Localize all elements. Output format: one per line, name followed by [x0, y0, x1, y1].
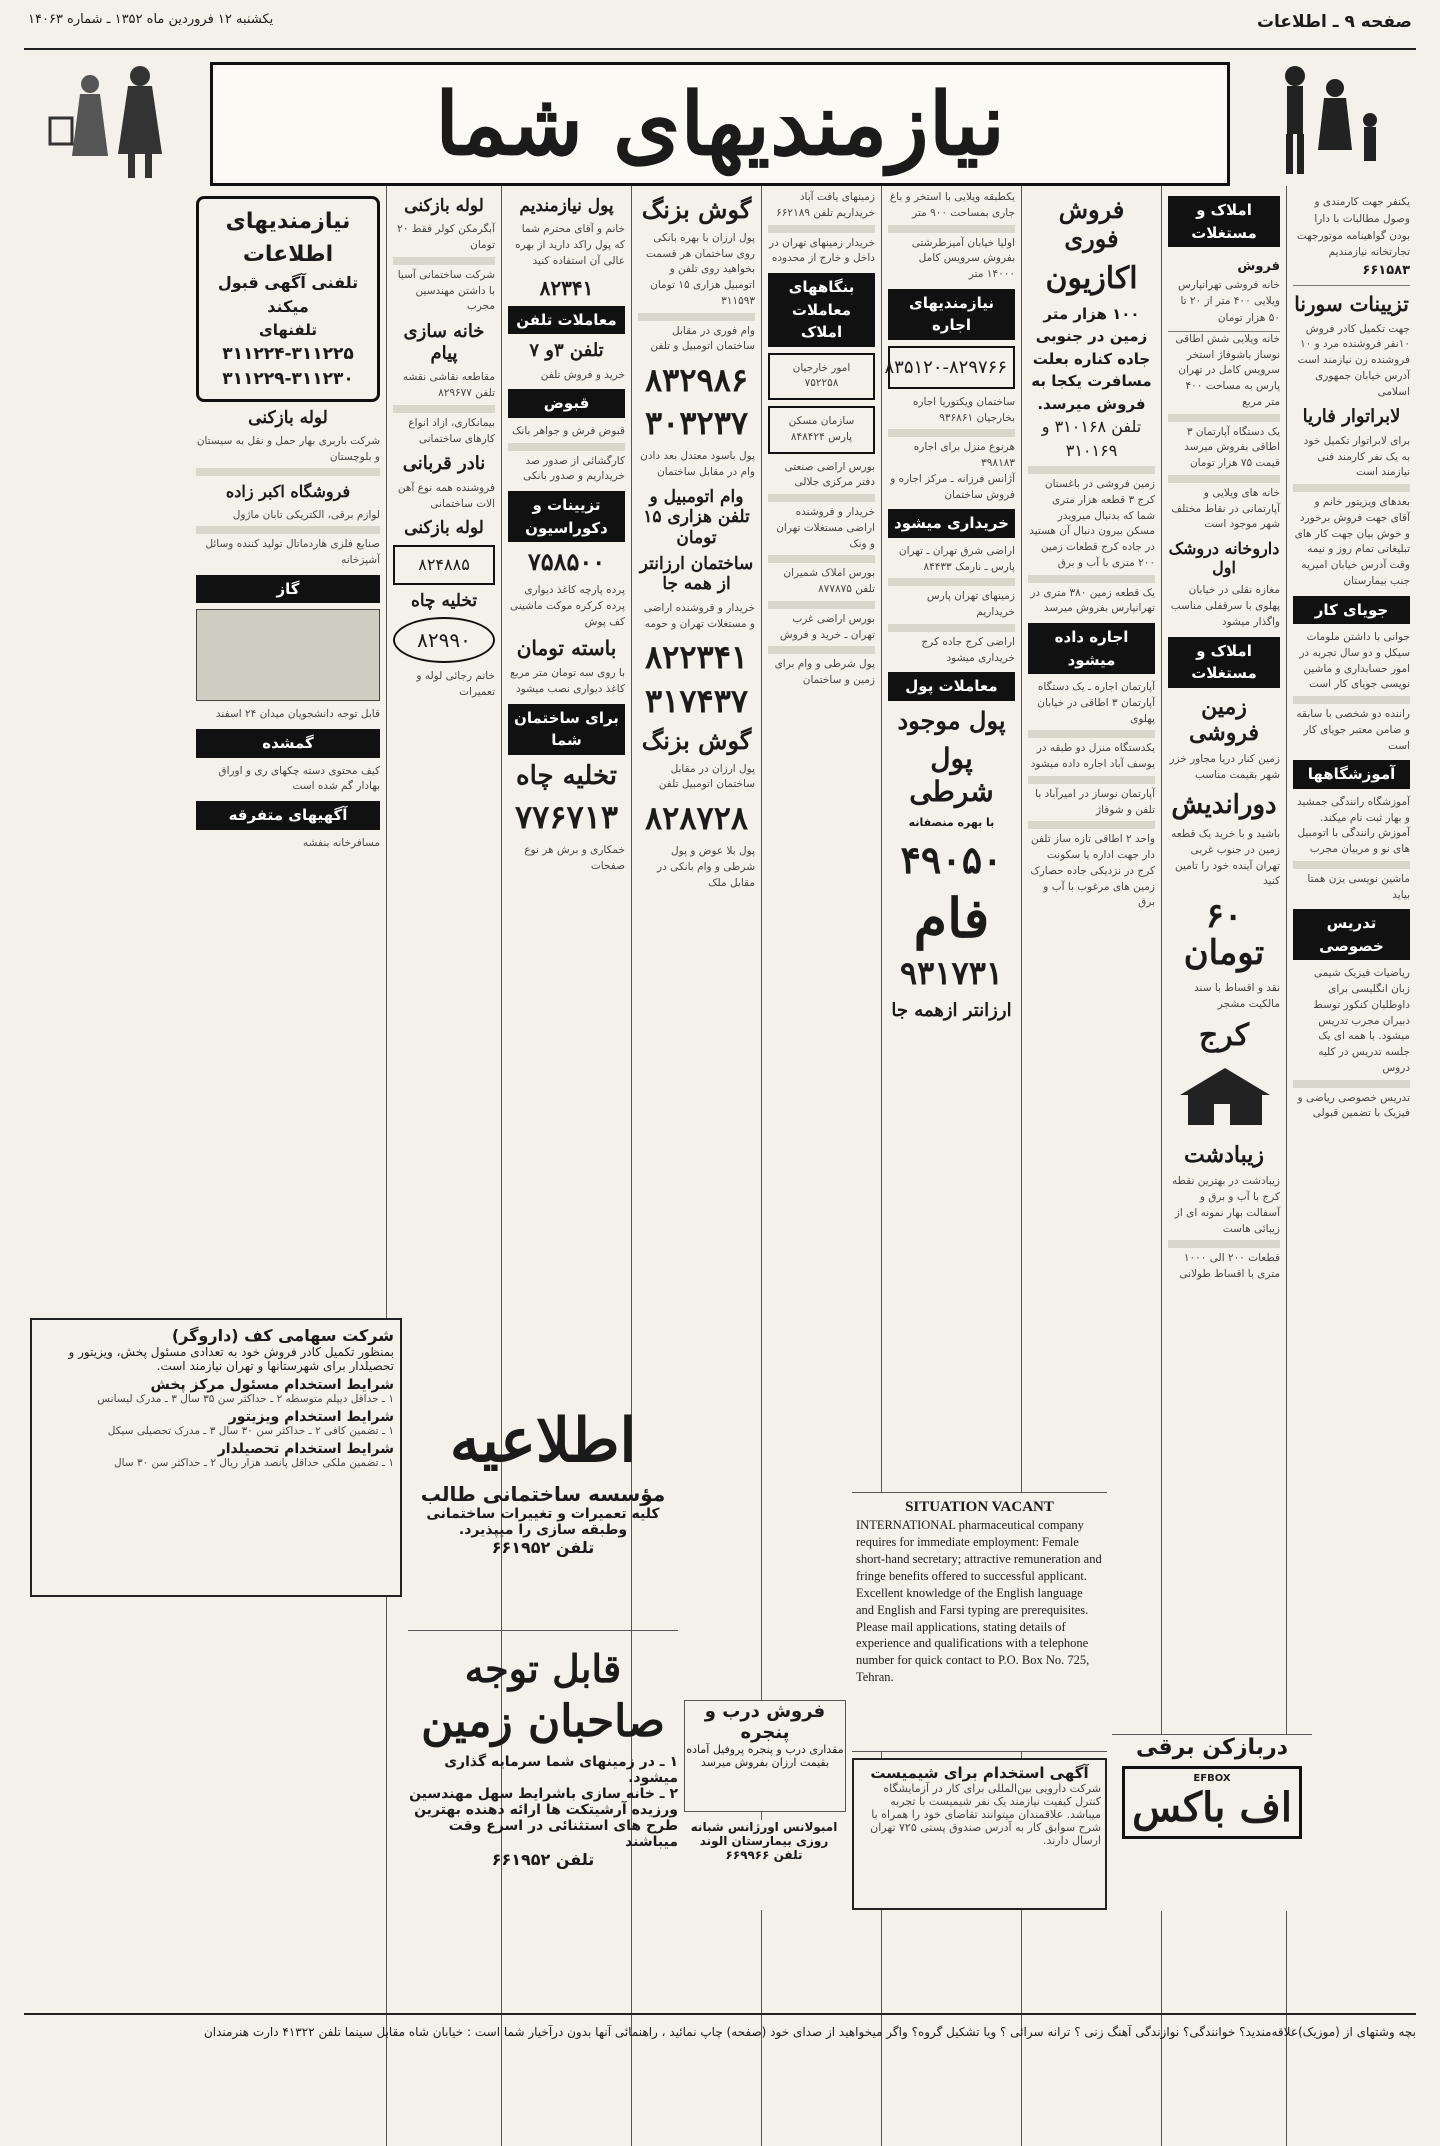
ad-title: اف باکس: [1132, 1784, 1292, 1831]
ad-title: لوله بازکنی: [404, 518, 484, 539]
list-item: خمکاری و برش هر نوع صفحات: [524, 844, 625, 872]
info-box-phones: ۳۱۱۲۲۹-۳۱۱۲۳۰: [222, 369, 354, 389]
info-box-label: تلفنهای: [259, 321, 317, 339]
ad-title: پول نیازمندیم: [519, 196, 614, 216]
section-heading: اجاره داده میشود: [1028, 623, 1155, 674]
list-item: کارگشائی از صدور صد خریداریم و صدور بانکی: [523, 454, 625, 483]
list-item: جوانی با داشتن ملومات سیکل و دو سال تجربه در امور حسابداری و ماشین نویسی جویای کار است: [1299, 631, 1410, 691]
list-item: قطعات ۲۰۰ الی ۱۰۰۰ متری با اقساط طولانی: [1179, 1252, 1280, 1281]
saheban-ad: [408, 1640, 678, 1910]
list-item: مقاطعه نقاشی نقشه تلفن ۸۲۹۶۷۷: [402, 371, 495, 400]
list-item: باشید و با خرید یک قطعه زمین در جنوب غربی تهران آینده خود را تامین کنید: [1171, 828, 1280, 888]
ad-title: فروش فوری: [1058, 195, 1125, 253]
list-item: یکنفر جهت کارمندی و وصول مطالبات با دارا بودن گواهینامه موتورجهت تجارتخانه نیازمندیم ۶۶۱۵۸۳: [1293, 190, 1410, 286]
estekhdam-ad: آگهی استخدام برای شیمیست شرکت دارویی بین‌المللی برای کار در آزمایشگاه کنترل کیفیت نیازمند یک نفر شیمیست با تجربه میباشد. علاقمندان میتوانند تقاضای خود را همراه با شرح سوابق کار به آدرس صندوق پستی ۷۲۵ تهران ارسال دارند.: [852, 1758, 1107, 1910]
ad-title: فروش درب و پنجره: [704, 1701, 826, 1743]
ad-title: زمین فروشی: [1188, 693, 1260, 747]
sherkat-ad: شرکت سهامی کف (داروگر) بمنظور تکمیل کادر فروش خود به تعدادی مسئول پخش، ویزیتور و تحصیلدار برای شهرستانها و تهران نیازمند است. شرایط استخدام مسئول مرکز پخش ۱ ـ حداقل دیپلم متوسطه ۲ ـ حداکثر سن ۳۵ سال ۳ ـ مدرک لیسانس شرایط استخدام ویزیتور ۱ ـ تضمین کافی ۲ ـ حداکثر سن ۳۰ سال ۳ ـ مدرک تحصیلی سیکل شرایط استخدام تحصیلدار ۱ ـ تضمین ملکی حداقل پانصد هزار ریال ۲ ـ حداکثر سن ۳۰ سال: [30, 1318, 402, 1597]
column-9: [190, 186, 386, 2146]
phone-number: ۳۰۳۲۳۷: [644, 404, 749, 443]
list-item: آپارتمان اجاره ـ یک دستگاه آپارتمان ۳ اطاقی در خیابان پهلوی: [1037, 681, 1155, 725]
list-item: خریدار و فروشنده اراضی و مستغلات تهران و حومه: [643, 601, 755, 630]
ambulans-ad: [684, 1820, 844, 1910]
list-item: پرده پارچه کاغذ دیواری پرده کرکره موکت ماشینی کف پوش: [509, 584, 625, 628]
phone-number: ۸۳۲۹۸۶: [644, 361, 749, 400]
ad-illustration: [196, 609, 380, 701]
list-item: آپارتمان نوساز در امیرآباد با تلفن و شوفاژ: [1035, 787, 1155, 816]
list-item: زیبادشت در بهترین نقطه کرج با آب و برق و آسفالت بهار نمونه ای از زیبائی هاست: [1171, 1175, 1280, 1235]
ad-title: باسته تومان: [516, 636, 617, 661]
list-item: پول ارزان در مقابل ساختمان اتومبیل تلفن: [658, 762, 755, 791]
list-item: بورس اراضی صنعتی دفتر مرکزی جلالی: [784, 460, 875, 489]
ad-box: امور خارجیان ۷۵۲۲۵۸: [768, 353, 875, 401]
ad-body: مقداری درب و پنجره پروفیل آماده بقیمت ارزان بفروش میرسد: [686, 1743, 844, 1769]
list-item: هرنوع منزل برای اجاره ۳۹۸۱۸۳: [913, 441, 1015, 469]
section-heading: بنگاههای معاملات املاک: [768, 273, 875, 347]
list-item: خانم رجائی لوله و تعمیرات: [416, 670, 495, 698]
list-item: آژانس فرزانه ـ مرکز اجاره و فروش ساختمان: [890, 472, 1015, 501]
list-item: اراضی کرج جاده کرج خریداری میشود: [921, 635, 1015, 664]
section-heading: معاملات تلفن: [508, 306, 625, 335]
ad-title: شرکت سهامی کف (داروگر): [171, 1326, 394, 1345]
list-item: راننده دو شخصی با سابقه و ضامن معتبر جویای کار است: [1296, 708, 1410, 752]
phone-number: ۸۲۴۸۸۵: [418, 554, 470, 574]
house-illustration-icon: [1170, 1060, 1280, 1130]
situation-vacant-ad: [852, 1492, 1107, 1752]
phone-number: ۸۲۲۳۴۱: [644, 638, 749, 677]
info-box-title: نیازمندیهای اطلاعات: [225, 209, 351, 267]
phone-number: ۸۲۸۷۲۸: [644, 799, 749, 838]
efbox-ad: [1112, 1734, 1312, 1911]
phone-number: ۹۳۱۷۳۱: [899, 954, 1004, 993]
section-heading: تدریس خصوصی: [1293, 909, 1410, 960]
list-item: وام فوری در مقابل ساختمان اتومبیل و تلفن: [650, 324, 755, 353]
list-item: صنایع فلزی هاردماتال تولید کننده وسائل آشپزخانه: [205, 538, 380, 567]
ad-title: اطلاعیه: [449, 1406, 637, 1476]
ad-box: [393, 545, 495, 585]
list-item: ماشین نویسی یزن همتا بیاید: [1307, 872, 1410, 901]
list-item: بعدهای ویزیتور خانم و آقای جهت فروش برخورد و خوش بیان جهت کار های تبلیغاتی تمام روز و نیمه وقت آدرس خیابان امیریه جنب بیمارستان: [1294, 496, 1410, 587]
forush-dar-ad: [684, 1700, 846, 1812]
phone-number: ۳۱۷۴۳۷: [644, 681, 749, 720]
ad-title: گوش بزنگ: [641, 725, 752, 755]
ad-title: ساختمان ارزانتر از همه جا: [639, 554, 754, 595]
ad-title: فروشگاه اکبر زاده: [225, 482, 351, 502]
phone-number: ۸۲۳۴۱: [539, 275, 594, 300]
list-item: لوازم برقی، الکتریکی تابان ماژول: [232, 508, 380, 521]
ad-title: آگهی استخدام برای شیمیست: [870, 1764, 1089, 1782]
ad-subtitle: شرایط استخدام تحصیلدار: [217, 1441, 394, 1457]
section-heading: آگهیهای متفرقه: [196, 801, 380, 830]
list-item: یکطبقه ویلایی با استخر و باغ جاری بمساحت ۹۰۰ متر: [889, 191, 1015, 219]
section-heading: قبوض: [508, 389, 625, 418]
ad-title: تزیینات سورنا: [1294, 291, 1409, 316]
list-item: خانه ویلایی شش اطاقی نوساز باشوفاژ استخر سرویس کامل در تهران پارس به مساحت ۴۰۰ متر مربع: [1175, 332, 1280, 408]
section-heading: معاملات پول: [888, 672, 1015, 701]
list-item: آموزشگاه رانندگی جمشید و بهار ثبت نام میکند. آموزش رانندگی با اتومبیل های نو و مربیان مجرب: [1297, 795, 1410, 856]
list-item: زمین کنار دریا مجاور خزر شهر بقیمت مناسب: [1169, 753, 1280, 782]
ad-title: فام: [913, 886, 990, 951]
efbox-logo: [1122, 1766, 1302, 1839]
section-heading: تزیینات و دکوراسیون: [508, 491, 625, 542]
list-item: زمینهای یافت آباد خریداریم تلفن ۶۶۲۱۸۹: [776, 191, 875, 219]
ad-title: قابل توجه: [464, 1646, 622, 1691]
ad-title: اکازیون: [1045, 260, 1138, 296]
list-item: قابل توجه دانشجویان میدان ۲۴ اسفند: [215, 708, 380, 721]
ad-title: پول موجود: [897, 705, 1006, 735]
family-silhouette-icon: [1240, 58, 1410, 184]
ad-title: تخلیه چاه: [410, 590, 478, 611]
info-box-phones: ۳۱۱۲۲۴-۳۱۱۲۲۵: [222, 343, 354, 364]
list-item: پول بلا عوض و پول شرطی و وام بانکی در مقابل ملک: [657, 845, 755, 889]
ad-subtitle: مؤسسه ساختمانی طالب: [420, 1482, 666, 1506]
section-heading: خریداری میشود: [888, 509, 1015, 538]
list-item: خریدار و فروشنده اراضی مستغلات تهران و ونک: [776, 506, 875, 550]
ad-body: بمنظور تکمیل کادر فروش خود به تعدادی مسئول پخش، ویزیتور و تحصیلدار برای شهرستانها و تهران نیازمند است.: [68, 1345, 394, 1373]
list-item: تدریس خصوصی ریاضی و فیزیک با تضمین قبولی: [1297, 1091, 1410, 1120]
ad-title: ۶۰ تومان: [1183, 896, 1265, 974]
info-box: [196, 196, 380, 402]
ad-title: تخلیه چاه: [515, 760, 618, 791]
section-heading: گمشده: [196, 729, 380, 758]
list-item: جهت تکمیل کادر فروش ۱۰نفر فروشنده مرد و ۱۰ فروشنده زن نیازمند است آدرس خیابان جمهوری اسلامی: [1297, 322, 1410, 398]
ad-title: خانه سازی پیام: [403, 321, 485, 364]
list-item: مسافرخانه بنفشه: [303, 836, 380, 849]
phone-number: ۷۵۸۵۰۰: [527, 547, 606, 577]
top-rule: [24, 48, 1416, 50]
ad-body: ۲ ـ خانه سازی باشرایط سهل مهندسین ورزیده آرشیتکت ها ارائه دهنده بهترین طرح های استثنائی در اسرع وقت میباشند: [409, 1786, 678, 1851]
list-item: اولیا خیابان آمیزطرشتی بفروش سرویس کامل ۱۴۰۰۰ متر: [911, 236, 1015, 280]
issue-date: یکشنبه ۱۲ فروردین ماه ۱۳۵۲ ـ شماره ۱۴۰۶۳: [28, 12, 274, 27]
section-heading: نیازمندیهای اجاره: [888, 289, 1015, 340]
ad-title: تلفن ۳و ۷: [529, 340, 604, 362]
bottom-rule: [24, 2013, 1416, 2015]
phone-number: تلفن ۶۶۹۹۶۶: [725, 1848, 803, 1862]
ad-title: فروش: [1237, 259, 1280, 274]
info-box-subtitle: تلفنی آگهی قبول میکند: [217, 273, 359, 316]
ad-title: کرج: [1198, 1018, 1250, 1054]
list-item: شما که بدنبال میرویدر مسکن بیرون دنبال آن هستید در جاده کرج قطعات زمین ۲۰۰ متری با آب و برق: [1029, 509, 1155, 569]
footer-text: بچه وشتهای از (موزیک)علاقه‌مندید؟ خوانندگی؟ نوازندگی آهنگ زنی ؟ ترانه سرائی ؟ ویا تشکیل گروه؟ واگر میخواهید از صدای خود (صفحه) چاپ نمائید ، راهنمائی آنها بدون درآخیار شما است : خیابان شاه مقابل سینما تلفن ۴۱۳۲۲ دارت هنرمندان: [203, 2025, 1416, 2039]
ad-subtitle: شرایط استخدام مسئول مرکز پخش: [150, 1377, 394, 1393]
phone-number: ۶۶۱۵۸۳: [1362, 263, 1410, 278]
section-heading: املاک و مستغلات: [1168, 637, 1280, 688]
ad-title: صاحبان زمین: [421, 1695, 665, 1747]
list-item: یکدستگاه منزل دو طبقه در یوسف آباد اجاره داده میشود: [1030, 742, 1155, 771]
ad-box: سازمان مسکن پارس ۸۴۸۴۲۴: [768, 406, 875, 454]
list-item: پول شرطی و وام برای زمین و ساختمان: [774, 658, 875, 686]
ad-title: لوله بازکنی: [248, 407, 328, 428]
ad-title: لابراتوار فاریا: [1302, 406, 1401, 428]
list-item: فروش خانه فروشی تهرانپارس ویلایی ۴۰۰ متر از ۲۰ تا ۵۰ هزار تومان: [1168, 253, 1280, 332]
list-item: قبوض فرش و جواهر بانک: [512, 424, 625, 437]
ad-box: [884, 346, 1015, 389]
phone-number: ۸۳۵۱۲۰-۸۲۹۷۶۶: [884, 356, 1007, 378]
list-item: کرج در نزدیکی جاده حصارک زمین های مرغوب با آب و برق: [1030, 864, 1155, 909]
shoppers-illustration-icon: [30, 58, 200, 184]
list-item: خریدار زمینهای تهران در داخل و خارج از محدوده: [769, 236, 875, 265]
list-item: بورس اراضی غرب تهران ـ خرید و فروش: [779, 612, 875, 641]
list-item: خرید و فروش تلفن: [540, 368, 625, 381]
phone-number: تلفن ۶۶۱۹۵۲: [491, 1850, 595, 1870]
ad-body: با بهره منصفانه: [908, 815, 995, 829]
section-heading: گاز: [196, 575, 380, 604]
list-item: آبگرمکن کولر فقط ۲۰ تومان: [397, 223, 495, 252]
ad-title: ارزانتر ازهمه جا: [891, 999, 1012, 1021]
ad-title: پول شرطی: [909, 741, 994, 809]
efbox-latin: EFBOX: [1193, 1773, 1231, 1784]
ad-title: وام اتومبیل و تلفن هزاری ۱۵ تومان: [643, 486, 750, 548]
list-item: ساختمان ویکتوریا اجاره بخارجیان ۹۳۶۸۶۱: [912, 395, 1015, 424]
list-item: فروشنده همه نوع آهن الات ساختمانی: [397, 481, 495, 510]
ad-body: کلیه تعمیرات و تغییرات ساختمانی وطبقه سازی را میپذیرد.: [426, 1506, 660, 1538]
section-heading: آموزشگاهها: [1293, 760, 1410, 789]
phone-number: تلفن ۳۱۰۱۶۸ و ۳۱۰۱۶۹: [1041, 417, 1142, 461]
ad-body: ۱۰۰ هزار متر زمین در جنوبی جاده کناره بعلت مسافرت یکجا به فروش میرسد.: [1031, 304, 1152, 413]
list-item: خانم و آقای محترم شما که پول راکد دارید از بهره عالی آن استفاده کنید: [515, 223, 625, 267]
phone-number: تلفن ۶۶۱۹۵۲: [491, 1538, 595, 1557]
ad-body: ۱ ـ در زمینهای شما سرمایه گذاری میشود.: [444, 1754, 678, 1787]
list-item: نقد و اقساط با سند مالکیت مشجر: [1194, 981, 1280, 1010]
ad-subtitle: شرایط استخدام ویزیتور: [228, 1409, 394, 1425]
list-item: اراضی شرق تهران ـ تهران پارس ـ نارمک ۸۴۴۳۳: [898, 544, 1015, 573]
ad-title: زیبادشت: [1184, 1141, 1264, 1168]
phone-number: ۸۲۹۹۰: [417, 628, 471, 653]
list-item: یک قطعه زمین ۳۸۰ متری در تهرانپارس بفروش میرسد: [1030, 586, 1155, 615]
list-item: بورس املاک شمیران تلفن ۸۷۷۸۷۵: [783, 567, 875, 595]
ad-box: [393, 617, 495, 663]
list-item: واحد ۲ اطاقی تازه ساز تلفن دار جهت اداره یا سکونت: [1030, 833, 1155, 862]
ad-title: دربازکن برقی: [1135, 1735, 1288, 1760]
list-item: پول باسود معتدل بعد دادن وام در مقابل ساختمان: [640, 450, 755, 479]
section-masthead: [210, 62, 1230, 186]
list-item: پول ارزان با بهره بانکی روی ساختمان هر قسمت بخواهید روی تلفن و اتومبیل هزاری ۱۵ تومان ۳۱۱۵۹۳: [645, 231, 755, 307]
list-item: برای لابراتوار تکمیل خود به یک نفر کارمند فنی نیازمند است: [1303, 434, 1410, 479]
list-item: ریاضیات فیزیک شیمی زبان انگلیسی برای داوطلبان کنکور توسط دبیران مجرب تدریس میشود. با همه ای یک جلسه تدریس در کلیه دروس: [1313, 967, 1410, 1074]
list-item: زمینهای تهران پارس خریداریم: [926, 590, 1015, 618]
list-item: بیمانکاری، ازاد انواع کارهای ساختمانی: [408, 416, 495, 445]
section-heading: جویای کار: [1293, 596, 1410, 625]
ad-title: گوش بزنگ: [641, 195, 752, 224]
section-heading: برای ساختمان شما: [508, 704, 625, 755]
ad-title: داروخانه دروشک اول: [1168, 539, 1280, 578]
ad-title: دوراندیش: [1171, 789, 1277, 820]
situation-title: SITUATION VACANT: [905, 1499, 1054, 1515]
section-heading: املاک و مستغلات: [1168, 196, 1280, 247]
list-item: کیف محتوی دسته چکهای ری و اوراق بهادار گم شده است: [218, 764, 380, 793]
list-item: زمین فروشی در باغستان کرج ۳ قطعه هزار متری: [1044, 478, 1155, 506]
list-item: مغازه نقلی در خیابان پهلوی با سرقفلی مناسب واگذار میشود: [1170, 584, 1280, 628]
masthead-title: نیازمندیهای شما: [435, 73, 1005, 175]
ad-title: نادر قربانی: [402, 453, 486, 475]
situation-body: INTERNATIONAL pharmaceutical company requires for immediate employment: Female short-hand secretary; attractive remuneration and fringe benefits offered to successful applicant. Excellent knowledge of the English language and English and Farsi typing are prerequisites. Please mail applications, stating details of experience and qualifications with a telephone number for quick contact to P.O. Box No. 725, Tehran.: [856, 1518, 1102, 1685]
list-item: خانه های ویلایی و آپارتمانی در نقاط مختلف شهر موجود است: [1171, 486, 1280, 531]
page-folio: صفحه ۹ ـ اطلاعات: [1256, 12, 1412, 32]
talab-ad: [408, 1400, 678, 1631]
list-item: با روی سه تومان متر مربع کاغذ دیواری نصب میشود: [510, 667, 625, 696]
list-item: یک دستگاه آپارتمان ۳ اطاقی بفروش میرسد قیمت ۷۵ هزار تومان: [1184, 425, 1280, 469]
list-item: شرکت باربری بهار حمل و نقل به سیستان و بلوچستان: [196, 434, 380, 463]
ad-title: لوله بازکنی: [404, 196, 484, 216]
phone-number: ۷۷۶۷۱۳: [514, 797, 619, 836]
ad-title: امبولانس اورژانس شبانه روزی بیمارستان الوند: [690, 1820, 838, 1848]
list-item: شرکت ساختمانی آسیا با داشتن مهندسین مجرب: [397, 268, 495, 313]
ad-title: ۴۹۰۵۰: [900, 837, 1003, 883]
